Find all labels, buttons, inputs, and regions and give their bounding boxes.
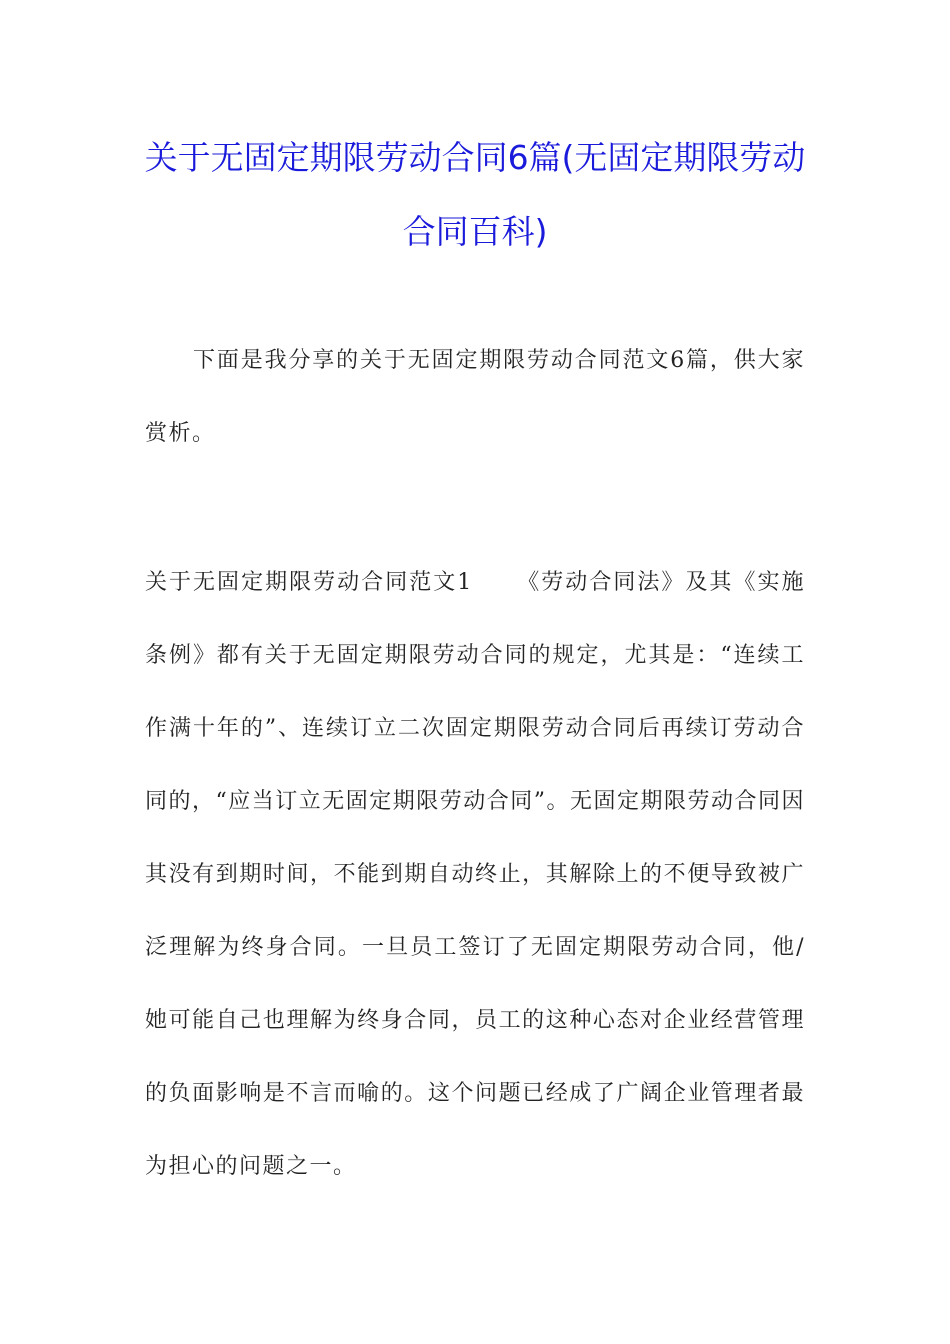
- section-paragraph: [145, 546, 805, 1203]
- intro-paragraph: 下面是我分享的关于无固定期限劳动合同范文6篇，供大家赏析。: [145, 348, 805, 446]
- document-title: 关于无固定期限劳动合同6篇(无固定期限劳动合同百科): [144, 138, 806, 251]
- section-heading: 关于无固定期限劳动合同范文1: [145, 570, 473, 595]
- section-body-text: 《劳动合同法》及其《实施条例》都有关于无固定期限劳动合同的规定，尤其是：“连续工作满十年的”、连续订立二次固定期限劳动合同后再续订劳动合同的，“应当订立无固定期限劳动合同”。无固定期限劳动合同因其没有到期时间，不能到期自动终止，其解除上的不便导致被广泛理解为终身合同。一旦员工签订了无固定期限劳动合同，他/她可能自己也理解为终身合同，员工的这种心态对企业经营管理的负面影响是不言而喻的。这个问题已经成了广阔企业管理者最为担心的问题之一。: [145, 570, 805, 1179]
